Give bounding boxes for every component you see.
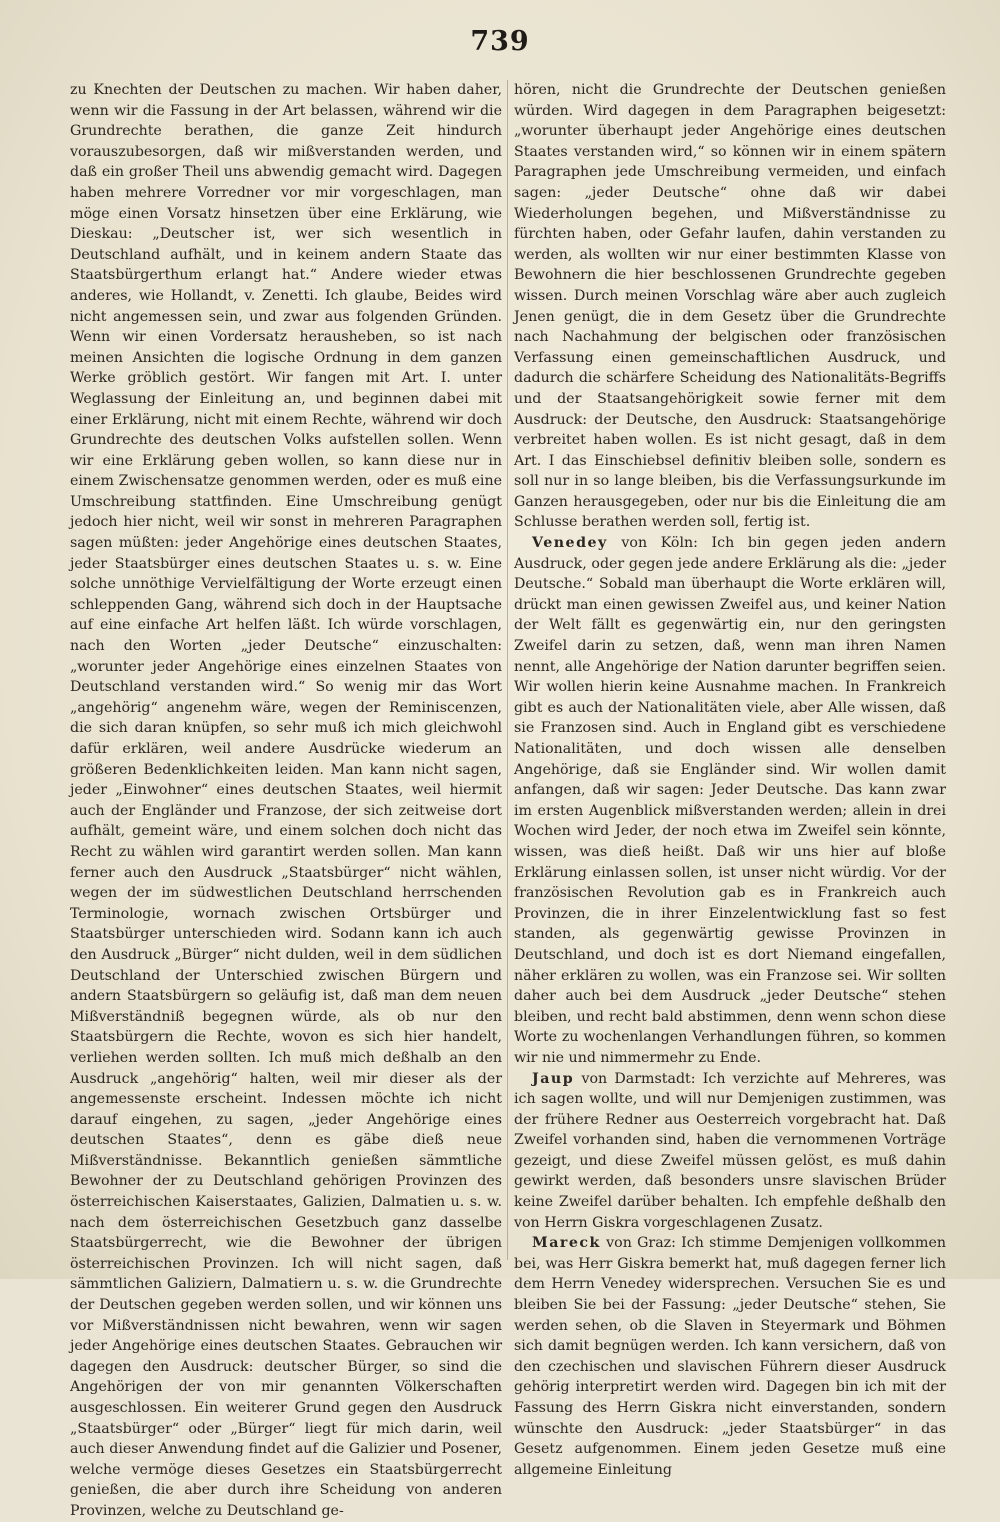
speech-venedey: [514, 533, 946, 1068]
speaker-name: Mareck: [532, 1235, 601, 1252]
speech-text: von Köln: Ich bin gegen jeden andern Ausdruck, oder gegen jede andere Erklärung als die: „jeder Deutsche.“ Sobald man überhaupt die Worte erklären will, drückt man einen gewissen Zweifel aus, und keiner Nation der Welt fällt es gegenwärtig ein, nur den geringsten Zweifel darin zu setzen, daß, wenn man ihren Namen nennt, alle Angehörige der Nation darunter begriffen seien. Wir wollen hierin keine Ausnahme machen. In Frankreich gibt es auch der Nationalitäten viele, aber Alle wissen, daß sie Franzosen sind. Auch in England gibt es verschiedene Nationalitäten, und doch wissen alle denselben Angehörige, daß sie Engländer sind. Wir wollen damit anfangen, daß wir sagen: Jeder Deutsche. Das kann zwar im ersten Augenblick mißverstanden werden; allein in drei Wochen wird Jeder, der noch etwa im Zweifel sein könnte, wissen, was dieß heißt. Daß wir uns hier auf bloße Erklärung einlassen sollen, ist unser nicht würdig. Vor der französischen Revolution gab es in Frankreich auch Provinzen, die in ihrer Einzelentwicklung fast so fest standen, als gegenwärtig gewisse Provinzen in Deutschland, und doch ist es dort Niemand eingefallen, näher erklären zu wollen, was ein Franzose sei. Wir sollten daher auch bei dem Ausdruck „jeder Deutsche“ stehen bleiben, und recht bald abstimmen, denn wenn schon diese Worte zu wochenlangen Verhandlungen führen, so kommen wir nie und nimmermehr zu Ende.: [514, 535, 946, 1066]
left-column: [70, 80, 502, 1519]
right-column: [514, 80, 946, 1478]
speaker-name: Venedey: [532, 535, 608, 552]
left-column-paragraph: zu Knechten der Deutschen zu machen. Wir haben daher, wenn wir die Fassung in der Art belassen, während wir die Grundrechte berathen, die ganze Zeit hindurch vorauszubesorgen, daß wir mißverstanden werden, und daß ein großer Theil uns abwendig gemacht wird. Dagegen haben mehrere Vorredner vor mir vorgeschlagen, man möge einen Vorsatz hinsetzen über eine Erklärung, wie Dieskau: „Deutscher ist, wer sich wesentlich in Deutschland aufhält, und in keinem andern Staate das Staatsbürgerthum erlangt hat.“ Andere wieder etwas anderes, wie Hollandt, v. Zenetti. Ich glaube, Beides wird nicht angemessen sein, und zwar aus folgenden Gründen. Wenn wir einen Vordersatz herausheben, so ist nach meinen Ansichten die logische Ordnung in dem ganzen Werke gröblich gestört. Wir fangen mit Art. I. unter Weglassung der Einleitung an, und beginnen dabei mit einer Erklärung, nicht mit einem Rechte, während wir doch Grundrechte des deutschen Volks aufstellen sollen. Wenn wir eine Erklärung geben wollen, so kann diese nur in einem Zwischensatze genommen werden, oder es muß eine Umschreibung stattfinden. Eine Umschreibung genügt jedoch hier nicht, weil wir sonst in mehreren Paragraphen sagen müßten: jeder Angehörige eines deutschen Staates, jeder Staatsbürger eines deutschen Staates u. s. w. Eine solche unnöthige Vervielfältigung der Worte erzeugt einen schleppenden Gang, während sich doch in der Hauptsache auf eine einfache Art helfen läßt. Ich würde vorschlagen, nach den Worten „jeder Deutsche“ einzuschalten: „worunter jeder Angehörige eines einzelnen Staates von Deutschland verstanden wird.“ So wenig mir das Wort „angehörig“ angenehm wäre, wegen der Reminiscenzen, die sich daran knüpfen, so sehr muß ich mich gleichwohl dafür erklären, weil andere Ausdrücke wiederum an größeren Bedenklichkeiten leiden. Man kann nicht sagen, jeder „Einwohner“ eines deutschen Staates, weil hiermit auch der Engländer und Franzose, der sich zeitweise dort aufhält, gemeint wäre, und einem solchen doch nicht das Recht zu wählen wird garantirt werden sollen. Man kann ferner auch den Ausdruck „Staatsbürger“ nicht wählen, wegen der im südwestlichen Deutschland herrschenden Terminologie, wornach zwischen Ortsbürger und Staatsbürger unterschieden wird. Sodann kann ich auch den Ausdruck „Bürger“ nicht dulden, weil in dem südlichen Deutschland der Unterschied zwischen Bürgern und andern Staatsbürgern so geläufig ist, daß man dem neuen Mißverständniß begegnen würde, als ob nur den Staatsbürgern die Rechte, wovon es sich hier handelt, verliehen werden sollten. Ich muß mich deßhalb an den Ausdruck „angehörig“ halten, weil mir dieser als der angemessenste erscheint. Indessen möchte ich nicht darauf eingehen, zu sagen, „jeder Angehörige eines deutschen Staates“, denn es gäbe dieß neue Mißverständnisse. Bekanntlich genießen sämmtliche Bewohner der zu Deutschland gehörigen Provinzen des österreichischen Kaiserstaates, Galizien, Dalmatien u. s. w. nach dem österreichischen Gesetzbuch ganz dasselbe Staatsbürgerrecht, wie die Bewohner der übrigen österreichischen Provinzen. Ich will nicht sagen, daß sämmtlichen Galiziern, Dalmatiern u. s. w. die Grundrechte der Deutschen gegeben werden sollen, und wir können uns vor Mißverständnissen nicht bewahren, wenn wir sagen jeder Angehörige eines deutschen Staates. Gebrauchen wir dagegen den Ausdruck: deutscher Bürger, so sind die Angehörigen der von mir genannten Völkerschaften ausgeschlossen. Ein weiterer Grund gegen den Ausdruck „Staatsbürger“ oder „Bürger“ liegt für mich darin, weil auch dieser Anwendung findet auf die Galizier und Posener, welche vermöge dieses Gesetzes ein Staatsbürgerrecht genießen, die aber durch ihre Scheidung von anderen Provinzen, welche zu Deutschland ge-: [70, 82, 502, 1519]
page-number: 739: [470, 26, 530, 57]
column-divider: [507, 80, 508, 1260]
speech-text: von Graz: Ich stimme Demjenigen vollkommen bei, was Herr Giskra bemerkt hat, muß dagegen ferner lich dem Herrn Venedey widersprechen. Versuchen Sie es und bleiben Sie bei der Fassung: „jeder Deutsche“ stehen, Sie werden sehen, ob die Slaven in Steyermark und Böhmen sich damit begnügen werden. Ich kann versichern, daß von den czechischen und slavischen Führern dieser Ausdruck gehörig interpretirt werden wird. Dagegen bin ich mit der Fassung des Herrn Giskra nicht einverstanden, sondern wünschte den Ausdruck: „jeder Staatsbürger“ in das Gesetz aufgenommen. Einem jeden Gesetze muß eine allgemeine Einleitung: [514, 1235, 946, 1478]
speaker-name: Jaup: [532, 1070, 575, 1087]
right-column-paragraph: [514, 80, 946, 533]
paragraph-text: hören, nicht die Grundrechte der Deutschen genießen würden. Wird dagegen in dem Paragraphen beigesetzt: „worunter überhaupt jeder Angehörige eines deutschen Staates verstanden wird,“ so können wir in einem spätern Paragraphen jede Umschreibung vermeiden, und einfach sagen: „jeder Deutsche“ ohne daß wir dabei Wiederholungen begehen, und Mißverständnisse zu fürchten haben, oder Gefahr laufen, dahin verstanden zu werden, als wollten wir nur einer bestimmten Klasse von Bewohnern die hier beschlossenen Grundrechte gegeben wissen. Durch meinen Vorschlag wäre aber auch zugleich Jenen genügt, die in dem Gesetz über die Grundrechte nach Nachahmung der belgischen oder französischen Verfassung einen gemeinschaftlichen Ausdruck, und dadurch die schärfere Scheidung des Nationalitäts-Begriffs und der Staatsangehörigkeit sowie ferner mit dem Ausdruck: der Deutsche, den Ausdruck: Staatsangehörige verbreitet haben wollen. Es ist nicht gesagt, daß in dem Art. I das Einschiebsel definitiv bleiben solle, sondern es soll nur in so lange bleiben, bis die Verfassungsurkunde im Ganzen herausgegeben, oder nur bis die Einleitung die am Schlusse berathen werden soll, fertig ist.: [514, 82, 946, 531]
speech-text: von Darmstadt: Ich verzichte auf Mehreres, was ich sagen wollte, und will nur Demjenigen zustimmen, was der frühere Redner aus Oesterreich vorgebracht hat. Daß Zweifel vorhanden sind, haben die vernommenen Vorträge gezeigt, und diese Zweifel müssen gelöst, es muß dahin gewirkt werden, daß besonders unsre slavischen Brüder keine Zweifel darüber behalten. Ich empfehle deßhalb den von Herrn Giskra vorgeschlagenen Zusatz.: [514, 1070, 946, 1231]
speech-mareck: [514, 1233, 946, 1480]
speech-jaup: [514, 1069, 946, 1234]
